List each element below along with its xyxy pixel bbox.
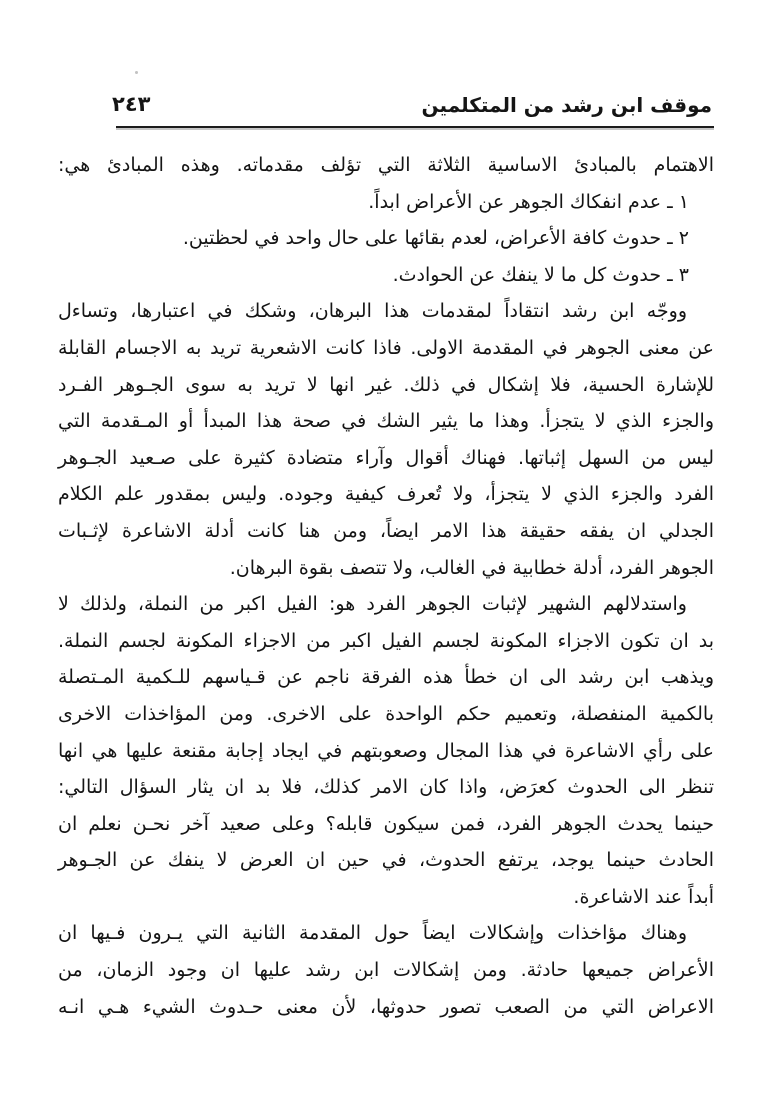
header-rule [116,126,714,128]
page-number: ٢٤٣ [112,92,151,116]
scan-speck [135,71,138,74]
text-line: حينما يحدث الجوهر الفرد، فمن سيكون قابله؟ وعلى صعيد آخر نحـن نعلم ان [58,812,714,835]
text-line: ليس من السهل إثباتها. فهناك أقوال وآراء متضادة كثيرة على صـعيد الجـوهر [58,446,714,469]
text-line: الحادث حينما يوجد، يرتفع الحدوث، في حين ان العرض لا ينفك عن الجـوهر [58,849,714,872]
text-line: والجزء الذي لا يتجزأ. وهذا ما يثير الشك في صحة هذا المبدأ أو المـقدمة التي [58,410,714,433]
text-line: بالكمية المنفصلة، وتعميم حكم الواحدة على الاخرى. ومن المؤاخذات الاخرى [58,702,714,725]
text-line: عن معنى الجوهر في المقدمة الاولى. فاذا كانت الاشعرية تريد به الاجسام القابلة [58,336,714,359]
text-line: على رأي الاشاعرة في هذا المجال وصعوبتهم في ايجاد إجابة مقنعة عليها هي انها [58,739,714,762]
text-line: ويذهب ابن رشد الى ان خطأ هذه الفرقة ناجم عن قـياسهم للـكمية المـتصلة [58,666,714,689]
text-line: وهناك مؤاخذات وإشكالات ايضاً حول المقدمة الثانية التي يـرون فـيها ان [58,922,687,945]
text-line: بد ان تكون الاجزاء المكونة لجسم الفيل اكبر من الاجزاء المكونة لجسم النملة. [58,629,714,652]
text-line: أبداً عند الاشاعرة. [573,885,714,908]
text-line: ٣ ـ حدوث كل ما لا ينفك عن الحوادث. [392,263,689,286]
text-line: الجدلي ان يفقه حقيقة هذا الامر ايضاً، ومن هنا كانت أدلة الاشاعرة لإثـبات [58,519,714,542]
text-line: تنظر الى الحدوث كعرَض، واذا كان الامر كذلك، فلا بد ان يثار السؤال التالي: [58,776,714,799]
text-line: واستدلالهم الشهير لإثبات الجوهر الفرد هو: الفيل اكبر من النملة، ولذلك لا [58,593,687,616]
text-line: ووجّه ابن رشد انتقاداً لمقدمات هذا البرهان، وشكك في اعتبارها، وتساءل [58,300,687,323]
text-line: الفرد والجزء الذي لا يتجزأ، ولا تُعرف كيفية وجوده. وليس بمقدور علم الكلام [58,483,714,506]
body-text [58,147,714,1025]
running-title: موقف ابن رشد من المتكلمين [421,93,712,117]
text-line: ١ ـ عدم انفكاك الجوهر عن الأعراض ابداً. [368,190,689,213]
text-line: الأعراض جميعها حادثة. ومن إشكالات ابن رشد عليها ان وجود الزمان، من [58,959,714,982]
text-line: ٢ ـ حدوث كافة الأعراض، لعدم بقائها على حال واحد في لحظتين. [182,227,689,250]
text-line: الاهتمام بالمبادئ الاساسية الثلاثة التي تؤلف مقدماته. وهذه المبادئ هي: [58,154,714,176]
text-line: الجوهر الفرد، أدلة خطابية في الغالب، ولا تتصف بقوة البرهان. [229,556,714,579]
text-line: للإشارة الحسية، فلا إشكال في ذلك. غير انها لا تريد به سوى الجـوهر الفـرد [58,373,714,396]
text-line: الاعراض التي من الصعب تصور حدوثها، لأن معنى حـدوث الشيء هـي انـه [58,995,714,1018]
